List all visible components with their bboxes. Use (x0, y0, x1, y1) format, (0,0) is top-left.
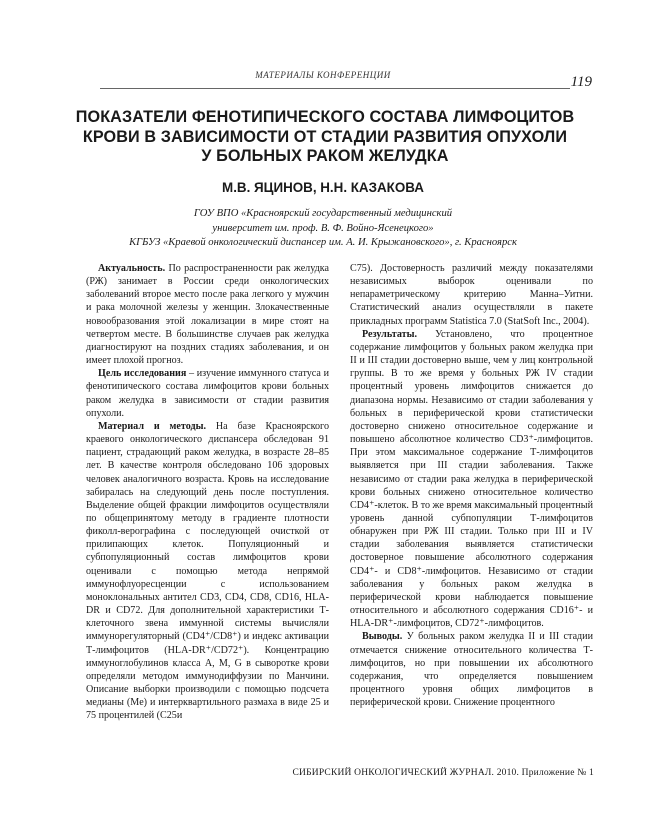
affiliation-line: университет им. проф. В. Ф. Войно-Ясенецкого» (212, 222, 434, 234)
header-rule (100, 88, 570, 89)
methods-heading: Материал и методы. (98, 420, 206, 432)
affiliation-line: ГОУ ВПО «Красноярский государственный медицинский (193, 208, 453, 219)
conclusions-paragraph (350, 630, 593, 709)
affiliations (0, 207, 646, 251)
relevance-paragraph (86, 262, 329, 367)
title-line: КРОВИ В ЗАВИСИМОСТИ ОТ СТАДИИ РАЗВИТИЯ ОПУХОЛИ (82, 127, 568, 146)
title-line: У БОЛЬНЫХ РАКОМ ЖЕЛУДКА (201, 147, 449, 165)
aim-heading: Цель исследования (98, 368, 187, 380)
authors: М.В. ЯЦИНОВ, Н.Н. КАЗАКОВА (222, 180, 424, 195)
article-title (60, 108, 590, 167)
relevance-text: По распространенности рак желудка (РЖ) занимает в России среди онкологических заболеваний второе место после рака легкого у мужчин и рака молочной железы у женщин. Злокачественные новообразования этой локализации в мире стоят на четвертом месте. В большинстве случаев рак желудка диагностируют на поздних стадиях заболевания, и он имеет плохой прогноз. (86, 263, 329, 367)
page-number: 119 (570, 74, 592, 90)
aim-paragraph (86, 367, 329, 420)
methods-paragraph (86, 420, 329, 723)
conclusions-text: У больных раком желудка II и III стадии отмечается снижение относительного количества Т-лимфоцитов, но при повышении их абсолютного содержания, что определяется повышением процентного уровня общих лимфоцитов в периферической крови. Снижение процентного (350, 631, 593, 709)
methods-text: На базе Красноярского краевого онкологического диспансера обследован 91 пациент, страдающий раком желудка, в возрасте 28–85 лет. В качестве контроля обследовано 106 здоровых человек аналогичного возраста. Кровь на исследование забиралась на следующий день после поступления. Выделение общей фракции лимфоцитов осуществляли по общепринятому методу в градиенте плотности фиколл-верографина с последующей очисткой от прилипающих клеток. Популяционный и субпопуляционный состав лимфоцитов крови оценивали с помощью метода непрямой иммунофлуоресценции с использованием моноклональных антител CD3, CD4, CD8, CD16, HLA-DR и CD72. Для дополнительной характеристики Т-клеточного звена иммунной системы вычисляли иммунорегуляторный (CD4⁺/CD8⁺) и индекс активации Т-лимфоцитов (HLA-DR⁺/CD72⁺). Концентрацию иммуноглобулинов класса A, M, G в сыворотке крови определяли методом иммунодиффузии по Манчини. Описание выборки производили с помощью подсчета медианы (Me) и интерквартильного размаха в виде 25 и 75 процентилей (C25и (86, 420, 329, 722)
left-column (86, 262, 329, 752)
aim-text: – изучение иммунного статуса и фенотипического состава лимфоцитов крови больных раком желудка в зависимости от стадии развития опухоли. (86, 368, 329, 419)
conclusions-heading: Выводы. (362, 631, 403, 643)
article-body (86, 262, 594, 752)
journal-footer: СИБИРСКИЙ ОНКОЛОГИЧЕСКИЙ ЖУРНАЛ. 2010. Приложение № 1 (292, 768, 594, 778)
results-text: Установлено, что процентное содержание лимфоцитов у больных раком желудка при II и III стадии достоверно выше, чем у лиц контрольной группы. В то же время у больных РЖ IV стадии процентный уровень лимфоцитов снижается до диапазона нормы. Независимо от стадии заболевания у больных в периферической крови статистически достоверно снижено относительное содержание и повышено абсолютное количество CD3⁺-лимфоцитов. При этом максимальное содержание Т-лимфоцитов выявляется при III стадии заболевания. Также независимо от стадии рака желудка в периферической крови больных снижено относительное количество CD4⁺-клеток. В то же время максимальный процентный уровень данной субпопуляции Т-лимфоцитов обнаружен при РЖ III стадии. Только при III и IV стадии заболевания выявляется статистически достоверное повышение абсолютного содержания CD4⁺- и CD8⁺-лимфоцитов. Независимо от стадии заболевания у больных раком желудка в периферической крови наблюдается повышение относительного и абсолютного содержания CD16⁺- и HLA-DR⁺-лимфоцитов, CD72⁺-лимфоцитов. (350, 328, 593, 630)
results-heading: Результаты. (362, 328, 417, 340)
results-paragraph (350, 328, 593, 631)
methods-continued: C75). Достоверность различий между показателями независимых выборок оценивали по непараметрическому критерию Манна–Уитни. Статистический анализ осуществляли в пакете прикладных программ Statistica 7.0 (StatSoft Inc., 2004). (350, 263, 593, 327)
running-head: МАТЕРИАЛЫ КОНФЕРЕНЦИИ (255, 70, 391, 80)
title-line: ПОКАЗАТЕЛИ ФЕНОТИПИЧЕСКОГО СОСТАВА ЛИМФОЦИТОВ (75, 108, 575, 126)
right-column (350, 262, 593, 752)
affiliation-line: КГБУЗ «Краевой онкологический диспансер им. А. И. Крыжановского», г. Красноярск (129, 237, 517, 248)
relevance-heading: Актуальность. (98, 263, 166, 274)
